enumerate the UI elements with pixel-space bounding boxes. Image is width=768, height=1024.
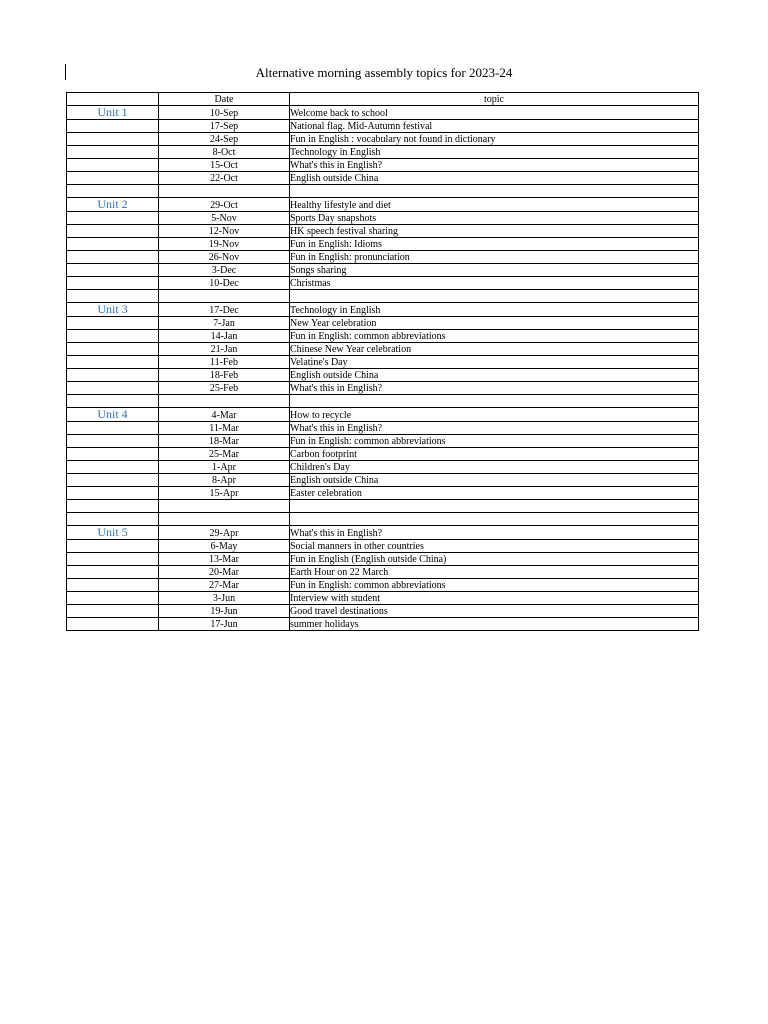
table-row [67, 435, 699, 448]
topic-cell: Fun in English: Idioms [290, 238, 699, 251]
unit-cell [67, 343, 159, 356]
spacer-row [67, 290, 699, 303]
topic-cell: Good travel destinations [290, 605, 699, 618]
topic-cell: Songs sharing [290, 264, 699, 277]
document-title: Alternative morning assembly topics for 2023-24 [255, 65, 513, 80]
topic-cell: Welcome back to school [290, 106, 699, 120]
unit-cell [67, 487, 159, 500]
unit-cell [67, 238, 159, 251]
unit-label-cell [67, 526, 159, 540]
table-row [67, 605, 699, 618]
table-row [67, 277, 699, 290]
date-cell: 8-Apr [159, 474, 290, 487]
date-cell: 29-Oct [159, 198, 290, 212]
date-cell: 21-Jan [159, 343, 290, 356]
topic-cell: Healthy lifestyle and diet [290, 198, 699, 212]
topic-cell: What's this in English? [290, 422, 699, 435]
unit-cell [67, 579, 159, 592]
unit-cell [67, 592, 159, 605]
date-cell: 11-Feb [159, 356, 290, 369]
table-header-row [67, 93, 699, 106]
spacer-row [67, 185, 699, 198]
table-row [67, 408, 699, 422]
date-cell: 19-Jun [159, 605, 290, 618]
empty-cell [67, 395, 159, 408]
topic-cell: Fun in English (English outside China) [290, 553, 699, 566]
table-row [67, 369, 699, 382]
date-cell: 12-Nov [159, 225, 290, 238]
date-cell: 8-Oct [159, 146, 290, 159]
topic-cell: What's this in English? [290, 526, 699, 540]
unit-cell [67, 382, 159, 395]
table-row [67, 264, 699, 277]
unit-cell [67, 618, 159, 631]
table-row [67, 566, 699, 579]
date-cell: 1-Apr [159, 461, 290, 474]
table-row [67, 120, 699, 133]
topic-cell: Earth Hour on 22 March [290, 566, 699, 579]
topic-cell: summer holidays [290, 618, 699, 631]
table-row [67, 579, 699, 592]
table-row [67, 198, 699, 212]
topic-cell: How to recycle [290, 408, 699, 422]
topic-cell: Interview with student [290, 592, 699, 605]
date-cell: 25-Mar [159, 448, 290, 461]
unit-cell [67, 330, 159, 343]
date-cell: 5-Nov [159, 212, 290, 225]
topic-cell: Fun in English: common abbreviations [290, 435, 699, 448]
unit-cell [67, 448, 159, 461]
unit-cell [67, 356, 159, 369]
table-row [67, 317, 699, 330]
unit-label-cell [67, 106, 159, 120]
topic-cell: Social manners in other countries [290, 540, 699, 553]
topic-cell: Fun in English : vocabulary not found in dictionary [290, 133, 699, 146]
empty-cell [290, 395, 699, 408]
table-row [67, 212, 699, 225]
table-row [67, 382, 699, 395]
date-cell: 14-Jan [159, 330, 290, 343]
unit-cell [67, 225, 159, 238]
unit-cell [67, 553, 159, 566]
table-row [67, 356, 699, 369]
date-cell: 4-Mar [159, 408, 290, 422]
unit-label: Unit 1 [97, 105, 128, 119]
date-cell: 17-Sep [159, 120, 290, 133]
empty-cell [67, 185, 159, 198]
table-row [67, 553, 699, 566]
unit-cell [67, 251, 159, 264]
date-cell: 19-Nov [159, 238, 290, 251]
unit-cell [67, 369, 159, 382]
empty-cell [290, 513, 699, 526]
topic-cell: Fun in English: pronunciation [290, 251, 699, 264]
topic-cell: New Year celebration [290, 317, 699, 330]
topic-cell: Easter celebration [290, 487, 699, 500]
table-row [67, 106, 699, 120]
date-cell: 18-Mar [159, 435, 290, 448]
unit-label: Unit 3 [97, 302, 128, 316]
empty-cell [159, 395, 290, 408]
date-cell: 17-Jun [159, 618, 290, 631]
table-row [67, 592, 699, 605]
table-row [67, 448, 699, 461]
topic-cell: Velatine's Day [290, 356, 699, 369]
table-row [67, 225, 699, 238]
unit-label-cell [67, 303, 159, 317]
date-cell: 24-Sep [159, 133, 290, 146]
topic-cell: National flag. Mid-Autumn festival [290, 120, 699, 133]
topic-cell: What's this in English? [290, 159, 699, 172]
unit-cell [67, 133, 159, 146]
table-row [67, 133, 699, 146]
table-row [67, 343, 699, 356]
header-unit-cell [67, 93, 159, 106]
table-row [67, 618, 699, 631]
date-cell: 25-Feb [159, 382, 290, 395]
date-cell: 22-Oct [159, 172, 290, 185]
empty-cell [67, 513, 159, 526]
topic-cell: Fun in English: common abbreviations [290, 330, 699, 343]
topic-cell: Chinese New Year celebration [290, 343, 699, 356]
assembly-topics-table [66, 92, 699, 631]
date-cell: 26-Nov [159, 251, 290, 264]
date-cell: 11-Mar [159, 422, 290, 435]
date-cell: 29-Apr [159, 526, 290, 540]
date-cell: 13-Mar [159, 553, 290, 566]
date-cell: 18-Feb [159, 369, 290, 382]
topic-cell: Fun in English: common abbreviations [290, 579, 699, 592]
empty-cell [290, 185, 699, 198]
table-row [67, 330, 699, 343]
unit-cell [67, 212, 159, 225]
table-row [67, 474, 699, 487]
date-cell: 10-Sep [159, 106, 290, 120]
spacer-row [67, 395, 699, 408]
unit-cell [67, 605, 159, 618]
topic-cell: English outside China [290, 172, 699, 185]
topic-cell: Technology in English [290, 303, 699, 317]
table-row [67, 303, 699, 317]
date-cell: 20-Mar [159, 566, 290, 579]
unit-label: Unit 4 [97, 407, 128, 421]
table-row [67, 172, 699, 185]
unit-cell [67, 172, 159, 185]
unit-label: Unit 2 [97, 197, 128, 211]
empty-cell [159, 290, 290, 303]
topic-cell: English outside China [290, 474, 699, 487]
table-row [67, 251, 699, 264]
table-row [67, 238, 699, 251]
unit-label: Unit 5 [97, 525, 128, 539]
unit-cell [67, 120, 159, 133]
date-cell: 6-May [159, 540, 290, 553]
table-row [67, 526, 699, 540]
date-cell: 3-Dec [159, 264, 290, 277]
unit-cell [67, 461, 159, 474]
table-row [67, 461, 699, 474]
unit-cell [67, 264, 159, 277]
spacer-row [67, 500, 699, 513]
unit-cell [67, 540, 159, 553]
empty-cell [159, 500, 290, 513]
unit-cell [67, 159, 159, 172]
table-row [67, 146, 699, 159]
unit-cell [67, 422, 159, 435]
date-cell: 7-Jan [159, 317, 290, 330]
unit-cell [67, 317, 159, 330]
unit-cell [67, 566, 159, 579]
topic-cell: Christmas [290, 277, 699, 290]
empty-cell [159, 185, 290, 198]
date-cell: 17-Dec [159, 303, 290, 317]
unit-cell [67, 277, 159, 290]
date-cell: 27-Mar [159, 579, 290, 592]
table-row [67, 159, 699, 172]
unit-cell [67, 435, 159, 448]
unit-label-cell [67, 408, 159, 422]
unit-cell [67, 474, 159, 487]
header-topic: topic [290, 93, 699, 106]
topic-cell: Technology in English [290, 146, 699, 159]
empty-cell [67, 500, 159, 513]
empty-cell [67, 290, 159, 303]
date-cell: 3-Jun [159, 592, 290, 605]
topic-cell: HK speech festival sharing [290, 225, 699, 238]
date-cell: 10-Dec [159, 277, 290, 290]
empty-cell [290, 500, 699, 513]
empty-cell [290, 290, 699, 303]
empty-cell [159, 513, 290, 526]
date-cell: 15-Apr [159, 487, 290, 500]
header-date: Date [159, 93, 290, 106]
unit-label-cell [67, 198, 159, 212]
table-row [67, 540, 699, 553]
date-cell: 15-Oct [159, 159, 290, 172]
topic-cell: Carbon footprint [290, 448, 699, 461]
table-row [67, 422, 699, 435]
spacer-row [67, 513, 699, 526]
topic-cell: English outside China [290, 369, 699, 382]
topic-cell: Children's Day [290, 461, 699, 474]
topic-cell: What's this in English? [290, 382, 699, 395]
unit-cell [67, 146, 159, 159]
table-row [67, 487, 699, 500]
topic-cell: Sports Day snapshots [290, 212, 699, 225]
